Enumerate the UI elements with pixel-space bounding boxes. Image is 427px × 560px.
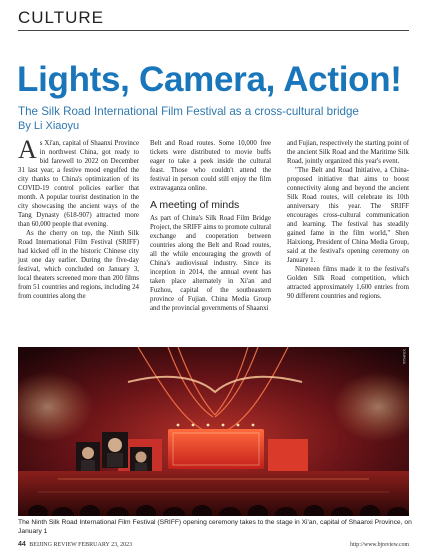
article-column-2 — [150, 139, 271, 313]
section-heading: A meeting of minds — [150, 199, 240, 211]
article-paragraph: As the cherry on top, the Ninth Silk Road International Film Festival (SRIFF) had kicked off in the historic Chinese city just one day earlier. During the five-day festival, which concluded on January 3, local theaters screened more than 200 films from 51 countries and regions, including 24 from countries along the — [18, 230, 139, 300]
article-paragraph: "The Belt and Road Initiative, a China-proposed initiative that aims to boost connectivity along and beyond the ancient Silk Road routes, will celebrate its 10th anniversary this year. The SRIFF encourages cross-cultural communication and learning. The festival has steadily gained fame in the film world," Shen Haixiong, President of China Media Group, said at the festival's opening ceremony on January 1. — [287, 167, 409, 264]
magazine-url: http://www.bjreview.com — [350, 542, 409, 548]
article-column-3 — [287, 139, 409, 301]
page-number: 44 — [18, 541, 26, 548]
headline: Lights, Camera, Action! — [17, 60, 402, 99]
byline: By Li Xiaoyu — [18, 120, 80, 132]
article-paragraph: and Fujian, respectively the starting point of the ancient Silk Road and the Maritime Silk Road, jointly organized this year's event. — [287, 140, 409, 165]
article-paragraph: Nineteen films made it to the festival's Golden Silk Road competition, which attracted approximately 1,600 entries from 90 different countries and regions. — [287, 266, 409, 300]
article-column-1 — [18, 135, 139, 301]
magazine-issue: BEIJING REVIEW FEBRUARY 23, 2023 — [29, 542, 133, 548]
photo-credit: XINHUA — [402, 349, 407, 365]
paragraph-text: s Xi'an, capital of Shaanxi Province in northwest China, got ready to bid farewell to 2022 on December 31 last year, a festive mood engulfed the city thanks to China's optimization of its COVID-19 control policies earlier that month. A popular tourist destination in the city showcasing the ancient ways of the Tang Dynasty (618-907) attracted more than 60,000 people that evening. — [18, 140, 139, 228]
ceremony-photo — [18, 347, 409, 516]
page-footer — [18, 541, 132, 548]
stage-illustration — [18, 347, 409, 516]
article-paragraph: Belt and Road routes. Some 10,000 free tickets were distributed to movie buffs eager to take a peek inside the cultural feast. Those who couldn't attend the festival in person could still enjoy the film extravaganza online. — [150, 140, 271, 192]
photo-caption: The Ninth Silk Road International Film Festival (SRIFF) opening ceremony takes to the stage in Xi'an, capital of Shaanxi Province, on January 1 — [18, 519, 412, 535]
section-label: CULTURE — [18, 8, 105, 27]
article-paragraph: As part of China's Silk Road Film Bridge Project, the SRIFF aims to promote cultural exchange and cooperation between countries along the Belt and Road routes, all the while encouraging the growth of China's audiovisual industry. Since its inception in 2014, the annual event has taken place alternately in Xi'an and Fuzhou, capital of the southeastern province of Fujian. China Media Group and the provincial governments of Shaanxi — [150, 215, 271, 312]
drop-cap: A — [18, 135, 37, 164]
article-paragraph — [18, 135, 139, 229]
subheadline: The Silk Road International Film Festival as a cross-cultural bridge — [18, 105, 359, 118]
section-divider — [18, 30, 409, 31]
